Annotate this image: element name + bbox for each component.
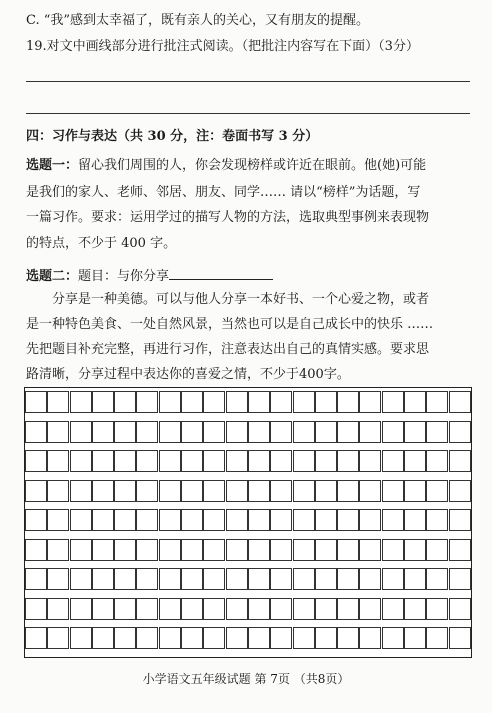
grid-cell[interactable] [337, 627, 359, 649]
answer-line-1 [26, 81, 470, 82]
grid-cell[interactable] [136, 480, 158, 502]
grid-cell[interactable] [359, 480, 381, 502]
grid-cell[interactable] [70, 627, 92, 649]
grid-cell[interactable] [382, 539, 404, 561]
grid-cell[interactable] [449, 421, 471, 443]
grid-cell[interactable] [315, 450, 337, 472]
grid-cell[interactable] [136, 509, 158, 531]
grid-cell[interactable] [25, 509, 47, 531]
grid-cell[interactable] [226, 480, 248, 502]
grid-cell[interactable] [337, 480, 359, 502]
topic2-label: 选题二： [26, 269, 79, 284]
grid-cell[interactable] [426, 568, 448, 590]
grid-cell[interactable] [337, 539, 359, 561]
grid-cell[interactable] [181, 598, 203, 620]
grid-cell[interactable] [315, 539, 337, 561]
grid-cell[interactable] [270, 598, 292, 620]
grid-cell[interactable] [293, 421, 315, 443]
grid-cell[interactable] [25, 598, 47, 620]
answer-line-2 [26, 113, 470, 114]
grid-cell[interactable] [92, 391, 114, 413]
grid-cell[interactable] [449, 509, 471, 531]
grid-cell[interactable] [159, 509, 181, 531]
grid-cell[interactable] [136, 627, 158, 649]
grid-cell[interactable] [248, 421, 270, 443]
grid-cell[interactable] [70, 480, 92, 502]
title-blank[interactable] [169, 266, 273, 280]
grid-cell[interactable] [47, 627, 69, 649]
grid-cell[interactable] [359, 421, 381, 443]
grid-cell[interactable] [449, 450, 471, 472]
topic1-line-3: 一篇习作。要求：运用学过的描写人物的方法，选取典型事例来表现物 [26, 210, 430, 225]
topic1-label: 选题一： [26, 158, 79, 173]
grid-cell[interactable] [293, 539, 315, 561]
grid-cell[interactable] [25, 568, 47, 590]
grid-cell[interactable] [248, 509, 270, 531]
grid-cell[interactable] [92, 509, 114, 531]
grid-cell[interactable] [270, 539, 292, 561]
grid-row [25, 391, 471, 413]
grid-cell[interactable] [270, 509, 292, 531]
grid-cell[interactable] [47, 509, 69, 531]
grid-cell[interactable] [47, 450, 69, 472]
grid-cell[interactable] [226, 598, 248, 620]
grid-cell[interactable] [159, 598, 181, 620]
grid-cell[interactable] [92, 627, 114, 649]
grid-cell[interactable] [359, 450, 381, 472]
grid-cell[interactable] [136, 391, 158, 413]
grid-cell[interactable] [226, 509, 248, 531]
writing-grid[interactable] [24, 387, 472, 658]
topic1-line-4: 的特点，不少于 400 字。 [26, 236, 177, 251]
topic2-line-2: 是一种特色美食、一处自然风景，当然也可以是自己成长中的快乐 …… [26, 317, 434, 332]
grid-cell[interactable] [203, 421, 225, 443]
grid-cell[interactable] [136, 568, 158, 590]
grid-cell[interactable] [181, 627, 203, 649]
grid-cell[interactable] [449, 539, 471, 561]
grid-cell[interactable] [203, 598, 225, 620]
grid-cell[interactable] [47, 421, 69, 443]
grid-cell[interactable] [315, 509, 337, 531]
grid-cell[interactable] [226, 391, 248, 413]
grid-cell[interactable] [70, 450, 92, 472]
grid-cell[interactable] [181, 480, 203, 502]
grid-cell[interactable] [159, 627, 181, 649]
grid-cell[interactable] [293, 450, 315, 472]
grid-cell[interactable] [203, 391, 225, 413]
grid-cell[interactable] [226, 421, 248, 443]
grid-cell[interactable] [382, 509, 404, 531]
grid-cell[interactable] [337, 568, 359, 590]
grid-cell[interactable] [47, 539, 69, 561]
grid-cell[interactable] [270, 627, 292, 649]
topic2-title-line [26, 266, 273, 286]
grid-cell[interactable] [293, 509, 315, 531]
grid-cell[interactable] [114, 598, 136, 620]
grid-cell[interactable] [449, 598, 471, 620]
grid-cell[interactable] [114, 421, 136, 443]
grid-cell[interactable] [159, 391, 181, 413]
grid-cell[interactable] [248, 539, 270, 561]
grid-cell[interactable] [203, 539, 225, 561]
grid-cell[interactable] [293, 480, 315, 502]
grid-cell[interactable] [315, 568, 337, 590]
grid-cell[interactable] [114, 509, 136, 531]
grid-cell[interactable] [404, 480, 426, 502]
topic2-line-1: 分享是一种美德。可以与他人分享一本好书、一个心爱之物，或者 [52, 292, 430, 307]
grid-cell[interactable] [25, 480, 47, 502]
grid-cell[interactable] [226, 568, 248, 590]
grid-cell[interactable] [25, 539, 47, 561]
grid-cell[interactable] [382, 450, 404, 472]
grid-cell[interactable] [270, 391, 292, 413]
grid-cell[interactable] [92, 421, 114, 443]
grid-cell[interactable] [47, 598, 69, 620]
grid-cell[interactable] [426, 627, 448, 649]
grid-row [25, 450, 471, 472]
grid-cell[interactable] [203, 450, 225, 472]
grid-cell[interactable] [92, 480, 114, 502]
grid-cell[interactable] [359, 598, 381, 620]
grid-cell[interactable] [70, 509, 92, 531]
grid-row [25, 539, 471, 561]
grid-cell[interactable] [449, 391, 471, 413]
grid-cell[interactable] [337, 391, 359, 413]
grid-cell[interactable] [293, 598, 315, 620]
grid-cell[interactable] [226, 627, 248, 649]
grid-cell[interactable] [359, 509, 381, 531]
grid-cell[interactable] [92, 450, 114, 472]
grid-cell[interactable] [114, 539, 136, 561]
grid-cell[interactable] [382, 568, 404, 590]
grid-cell[interactable] [136, 598, 158, 620]
grid-cell[interactable] [293, 627, 315, 649]
grid-cell[interactable] [92, 539, 114, 561]
grid-cell[interactable] [114, 627, 136, 649]
grid-cell[interactable] [181, 421, 203, 443]
grid-cell[interactable] [426, 598, 448, 620]
grid-cell[interactable] [181, 391, 203, 413]
grid-cell[interactable] [47, 480, 69, 502]
grid-cell[interactable] [181, 450, 203, 472]
grid-cell[interactable] [114, 450, 136, 472]
grid-cell[interactable] [359, 627, 381, 649]
grid-cell[interactable] [270, 480, 292, 502]
grid-cell[interactable] [404, 539, 426, 561]
grid-cell[interactable] [136, 421, 158, 443]
grid-cell[interactable] [181, 509, 203, 531]
topic1-line-1: 选题一：留心我们周围的人，你会发现榜样或许近在眼前。他(她)可能 [26, 158, 427, 173]
grid-cell[interactable] [382, 598, 404, 620]
grid-cell[interactable] [47, 391, 69, 413]
grid-cell[interactable] [181, 568, 203, 590]
grid-cell[interactable] [426, 450, 448, 472]
grid-cell[interactable] [404, 568, 426, 590]
grid-cell[interactable] [136, 539, 158, 561]
grid-cell[interactable] [226, 450, 248, 472]
grid-cell[interactable] [70, 539, 92, 561]
grid-cell[interactable] [114, 568, 136, 590]
grid-cell[interactable] [114, 391, 136, 413]
grid-cell[interactable] [70, 391, 92, 413]
grid-cell[interactable] [337, 509, 359, 531]
grid-row [25, 568, 471, 590]
grid-cell[interactable] [293, 568, 315, 590]
grid-cell[interactable] [382, 391, 404, 413]
grid-cell[interactable] [426, 421, 448, 443]
grid-cell[interactable] [404, 598, 426, 620]
grid-cell[interactable] [404, 450, 426, 472]
grid-cell[interactable] [315, 627, 337, 649]
grid-cell[interactable] [159, 568, 181, 590]
grid-cell[interactable] [315, 421, 337, 443]
grid-cell[interactable] [426, 480, 448, 502]
grid-cell[interactable] [70, 421, 92, 443]
grid-cell[interactable] [404, 509, 426, 531]
question-19: 19.对文中画线部分进行批注式阅读。（把批注内容写在下面）（3分） [26, 39, 419, 54]
grid-cell[interactable] [159, 450, 181, 472]
grid-cell[interactable] [449, 627, 471, 649]
page-footer: 小学语文五年级试题 第 7页 （共8页） [142, 672, 350, 686]
grid-cell[interactable] [449, 568, 471, 590]
grid-cell[interactable] [315, 598, 337, 620]
grid-cell[interactable] [159, 480, 181, 502]
grid-cell[interactable] [404, 421, 426, 443]
grid-cell[interactable] [359, 539, 381, 561]
grid-cell[interactable] [203, 568, 225, 590]
grid-cell[interactable] [426, 539, 448, 561]
grid-cell[interactable] [47, 568, 69, 590]
topic2-line-3: 先把题目补充完整，再进行习作，注意表达出自己的真情实感。要求思 [26, 342, 430, 357]
grid-cell[interactable] [203, 480, 225, 502]
grid-cell[interactable] [159, 539, 181, 561]
grid-row [25, 421, 471, 443]
topic2-line-4: 路清晰，分享过程中表达你的喜爱之情，不少于400字。 [26, 367, 350, 382]
option-c: C. “我”感到太幸福了，既有亲人的关心，又有朋友的提醒。 [26, 13, 370, 28]
grid-cell[interactable] [25, 450, 47, 472]
grid-cell[interactable] [159, 421, 181, 443]
grid-cell[interactable] [92, 598, 114, 620]
grid-cell[interactable] [404, 391, 426, 413]
grid-row [25, 480, 471, 502]
grid-cell[interactable] [426, 509, 448, 531]
grid-cell[interactable] [382, 421, 404, 443]
grid-cell[interactable] [70, 568, 92, 590]
grid-cell[interactable] [25, 421, 47, 443]
grid-cell[interactable] [203, 627, 225, 649]
grid-cell[interactable] [315, 391, 337, 413]
topic1-line-2: 是我们的家人、老师、邻居、朋友、同学…… 请以“榜样”为话题，写 [26, 185, 421, 200]
grid-cell[interactable] [136, 450, 158, 472]
grid-row [25, 509, 471, 531]
grid-cell[interactable] [248, 598, 270, 620]
grid-cell[interactable] [449, 480, 471, 502]
grid-cell[interactable] [270, 568, 292, 590]
grid-cell[interactable] [248, 568, 270, 590]
grid-cell[interactable] [248, 627, 270, 649]
grid-row [25, 627, 471, 649]
grid-cell[interactable] [25, 627, 47, 649]
grid-cell[interactable] [181, 539, 203, 561]
grid-cell[interactable] [203, 509, 225, 531]
grid-cell[interactable] [359, 568, 381, 590]
grid-cell[interactable] [270, 450, 292, 472]
grid-row [25, 598, 471, 620]
grid-cell[interactable] [426, 391, 448, 413]
grid-cell[interactable] [270, 421, 292, 443]
grid-cell[interactable] [382, 627, 404, 649]
grid-cell[interactable] [337, 421, 359, 443]
grid-cell[interactable] [248, 391, 270, 413]
grid-cell[interactable] [92, 568, 114, 590]
grid-cell[interactable] [404, 627, 426, 649]
topic2-title-prompt: 题目：与你分享 [78, 269, 170, 284]
grid-cell[interactable] [315, 480, 337, 502]
grid-cell[interactable] [382, 480, 404, 502]
section-4-title: 四：习作与表达（共 30 分，注：卷面书写 3 分） [26, 129, 319, 144]
grid-cell[interactable] [226, 539, 248, 561]
grid-cell[interactable] [293, 391, 315, 413]
grid-cell[interactable] [25, 391, 47, 413]
grid-cell[interactable] [337, 450, 359, 472]
grid-cell[interactable] [337, 598, 359, 620]
grid-cell[interactable] [248, 450, 270, 472]
grid-cell[interactable] [359, 391, 381, 413]
grid-cell[interactable] [114, 480, 136, 502]
grid-cell[interactable] [248, 480, 270, 502]
grid-cell[interactable] [70, 598, 92, 620]
